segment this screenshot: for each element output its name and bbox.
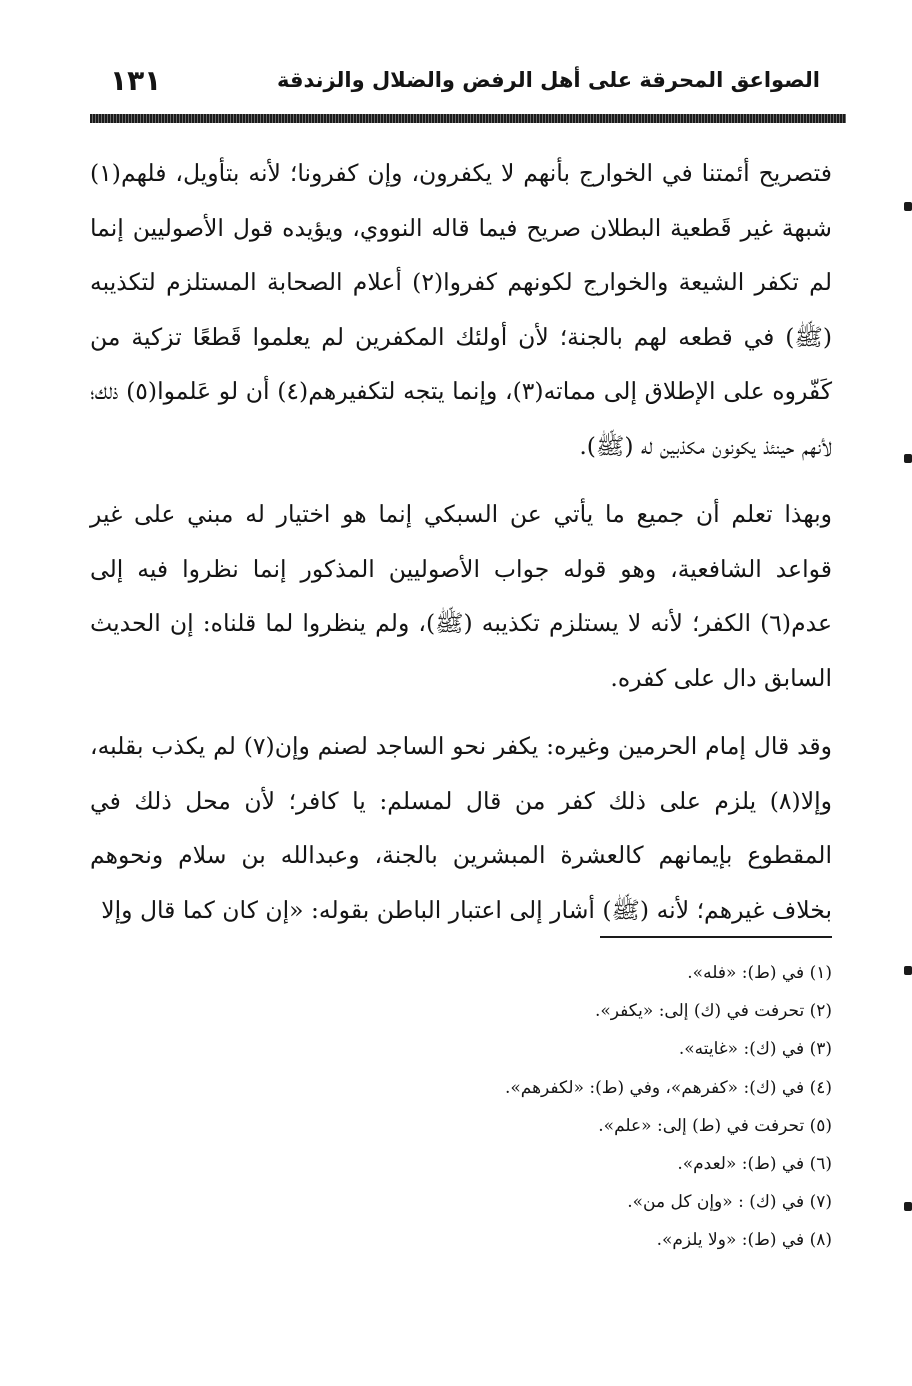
footnote: (٥) تحرفت في (ط) إلى: «علم».: [598, 1115, 832, 1136]
scan-edge-mark: [904, 202, 912, 211]
paragraph: فتصريح أئمتنا في الخوارج بأنهم لا يكفرون، وإن كفرونا؛ لأنه بتأويل، فلهم(١) شبهة غير قَطعية البطلان صريح فيما قاله النووي، ويؤيده قول الأصوليين إنما لم تكفر الشيعة والخوارج لكونهم كفروا(٢) أعلام الصحابة المستلزم لتكذيبه (ﷺ) في قطعه لهم بالجنة؛ لأن أولئك المكفرين لم يعلموا قَطعًا تزكية من كَفّروه على الإطلاق إلى مماته(٣)، وإنما يتجه لتكفيرهم(٤) أن لو عَلموا(٥) ذلك؛ لأنهم حينئذ يكونون مكذبين له (ﷺ).: [90, 159, 833, 460]
header-rule: [90, 114, 846, 123]
main-text: [90, 146, 832, 937]
footnote: (٣) في (ك): «غايته».: [678, 1039, 832, 1060]
scan-edge-mark: [904, 966, 912, 975]
running-title: الصواعق المحرقة على أهل الرفض والضلال والزندقة: [276, 68, 820, 92]
footnote: (٤) في (ك): «كفرهم»، وفي (ط): «لكفرهم».: [504, 1077, 832, 1098]
footnote-separator: [600, 936, 832, 938]
footnote: (٨) في (ط): «ولا يلزم».: [656, 1230, 832, 1251]
page-number: ١٣١: [110, 64, 162, 97]
footnote: (١) في (ط): «فله».: [687, 963, 832, 983]
footnote: (٢) تحرفت في (ك) إلى: «يكفر».: [594, 1001, 832, 1022]
paragraph: وقد قال إمام الحرمين وغيره: يكفر نحو الساجد لصنم وإن(٧) لم يكذب بقلبه، وإلا(٨) يلزم على ذلك كفر من قال لمسلم: يا كافر؛ لأن محل ذلك في المقطوع بإيمانهم كالعشرة المبشرين بالجنة، وعبدالله بن سلام ونحوهم بخلاف غيرهم؛ لأنه (ﷺ) أشار إلى اعتبار الباطن بقوله: «إن كان كما قال وإلا: [90, 732, 833, 924]
footnotes: [272, 954, 832, 1260]
scan-edge-mark: [904, 454, 912, 463]
scan-edge-mark: [904, 1202, 912, 1211]
paragraph: وبهذا تعلم أن جميع ما يأتي عن السبكي إنما هو اختيار له مبني على غير قواعد الشافعية، وهو قوله جواب الأصوليين المذكور إنما نظروا فيه إلى عدم(٦) الكفر؛ لأنه لا يستلزم تكذيبه (ﷺ)، ولم ينظروا لما قلناه: إن الحديث السابق دال على كفره.: [90, 500, 832, 692]
footnote: (٧) في (ك) : «وإن كل من».: [627, 1192, 832, 1213]
footnote: (٦) في (ط): «لعدم».: [677, 1154, 832, 1175]
